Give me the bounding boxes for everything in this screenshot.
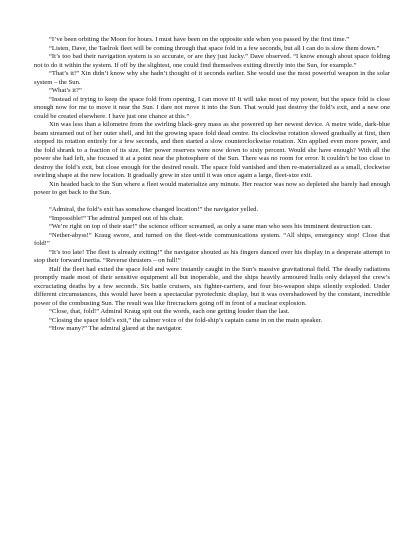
paragraph: Xin headed back to the Sun where a fleet would materialize any minute. Her reactor was now so depleted she barely had enough power to get back to the Sun. [34,180,390,196]
paragraph: “What’s it?” [49,87,82,94]
paragraph: “Closing the space fold’s exit,” the calmer voice of the fold-ship’s captain came in on the main speaker. [49,316,323,324]
paragraph: “We’re right on top of their star!” the science officer screamed, as only a sane man who sees his imminent destruction can. [49,223,373,230]
paragraph: “Admiral, the fold’s exit has somehow changed location!” the navigator yelled. [49,206,259,213]
paragraph: “It’s too late! The fleet is already exiting!” the navigator shouted as his fingers danced over his display in a desperate attempt to stop their forward inertia. “Reverse thrusters – on full!” [34,248,390,264]
paragraph: “It’s too bad their navigation system is so accurate, or are they just lucky.” Dave observed. “I know enough about space folding not to do it within the system. If off by the slightest, one could find themselves exiting directly into the Sun, for example.” [34,53,390,69]
document-page [34,36,390,526]
paragraph: “How many?” The admiral glared at the navigator. [49,325,183,332]
paragraph: “Close, that, fold!” Admiral Kraug spit out the words, each one getting louder than the last. [49,308,290,315]
paragraph: “Instead of trying to keep the space fold from opening, I can move it! It will take most of my power, but the space fold is close enough now for me to move it near the Sun. I dare not move it into the Sun. That would just destroy the fold’s exit, and a new one could be created elsewhere. I have just one chance at this.” [34,95,390,120]
paragraph: “That’s it!” Xin didn’t know why she hadn’t thought of it seconds earlier. She would use the most powerful weapon in the solar system – the Sun. [34,70,390,86]
paragraph: “Listen, Dave, the Taelrok fleet will be coming through that space fold in a few seconds, but all I can do is slow them down.” [49,44,380,52]
paragraph: Xin was less than a kilometre from the swirling black-grey mass as she powered up her newest device. A metre wide, dark-blue beam streamed out of her outer shell, and hit the growing space fold dead centre. Its clockwise rotation slowed gradually at first, then stopped its rotation entirely for a few seconds, and then started a slow counterclockwise rotation. Xin applied even more power, and the fold shrank to a fraction of its size. Her power reserves were now down to sixty percent. Would she have enough? With all the power she had left, she focused it at a point near the photosphere of the Sun. There was no room for error. It couldn’t be too close to destroy the fold’s exit, but close enough for the desired result. The space fold vanished and then re-materialized as a small, clockwise swirling shape at the new location. It gradually grew in size until it was once again a large, fleet-size exit. [34,121,390,179]
paragraph: “I’ve been orbiting the Moon for hours. I must have been on the opposite side when you passed by the first time.” [49,36,350,43]
paragraph: “Nether-abyss!” Kraug swore, and turned on the fleet-wide communications system. “All ships, emergency stop! Close that fold!” [34,231,390,247]
section-break [34,198,390,207]
paragraph: “Impossible!” The admiral jumped out of his chair. [49,214,184,222]
paragraph: Half the fleet had exited the space fold and were instantly caught in the Sun’s massive gravitational field. The deadly radiations promptly made most of their sensitive equipment all but inoperable, and the ships heavily armoured hulls only delayed the crew’s excruciating deaths by a few seconds. Six battle cruisers, six fighter-carriers, and four bio-weapon ships silently exploded. Under different circumstances, this would have been a spectacular pyrotechnic display, but it was overshadowed by the constant, incredible power of the combusting Sun. The result was like firecrackers going off in front of a nuclear explosion. [34,265,390,307]
